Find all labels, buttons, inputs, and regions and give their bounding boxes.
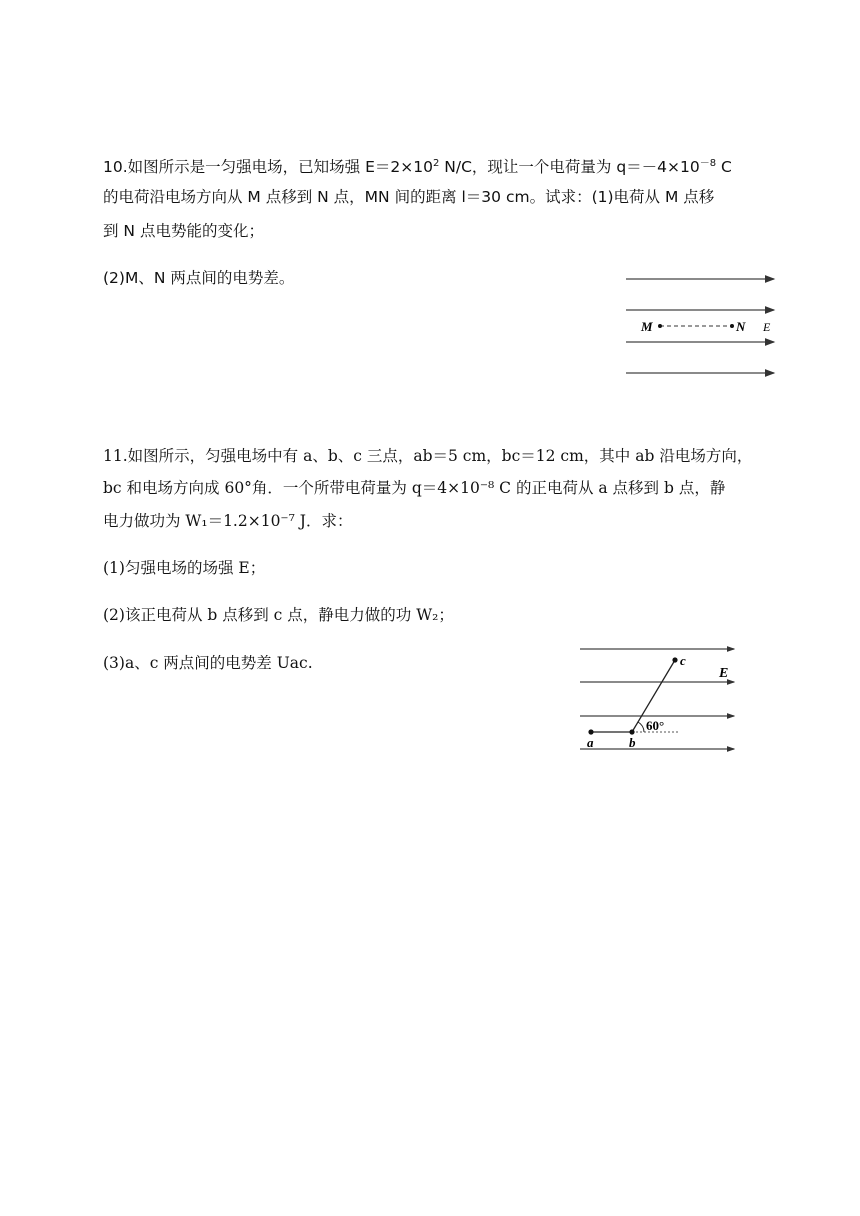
point-c <box>672 657 677 662</box>
q10-line-1: 10.如图所示是一匀强电场，已知场强 $E=2\times 10^2$ N/C，现让一个电荷量为 $q=-4\times 10^{-8}$ C <box>103 157 732 176</box>
label-e: E <box>719 666 729 681</box>
label-b: b <box>629 735 636 750</box>
q10-part-2: (2)M、N 两点间的电势差。 <box>103 269 295 287</box>
label-e: E <box>763 320 771 334</box>
q11-part-2: (2)该正电荷从 b 点移到 c 点，静电力做的功 W₂； <box>103 606 454 624</box>
q11-part-1: (1)匀强电场的场强 E； <box>103 559 266 577</box>
label-angle: 60° <box>646 718 665 733</box>
point-m <box>658 324 662 328</box>
q11-line-3: 电力做功为 W₁＝1.2×10⁻⁷ J．求： <box>103 512 353 530</box>
q10-field-figure <box>620 268 780 380</box>
q11-line-2: bc 和电场方向成 60°角．一个所带电荷量为 q＝4×10⁻⁸ C 的正电荷从 a 点移到 b 点，静 <box>103 479 726 497</box>
q11-field-figure <box>578 642 740 758</box>
point-n <box>730 324 734 328</box>
label-c: c <box>680 653 686 668</box>
angle-arc <box>638 722 644 732</box>
label-m: M <box>641 319 653 334</box>
point-b <box>629 729 634 734</box>
field-lines <box>580 649 734 749</box>
q10-line-2: 的电荷沿电场方向从 M 点移到 N 点，MN 间的距离 l＝30 cm。试求：(1)电荷从 M 点移 <box>103 188 715 206</box>
q10-line-3: 到 N 点电势能的变化； <box>103 222 264 240</box>
q11-part-3: (3)a、c 两点间的电势差 Uac. <box>103 654 313 672</box>
point-a <box>588 729 593 734</box>
q11-line-1: 11.如图所示，匀强电场中有 a、b、c 三点，ab＝5 cm，bc＝12 cm，其中 ab 沿电场方向， <box>103 447 753 465</box>
label-n: N <box>736 319 746 334</box>
label-a: a <box>587 735 594 750</box>
